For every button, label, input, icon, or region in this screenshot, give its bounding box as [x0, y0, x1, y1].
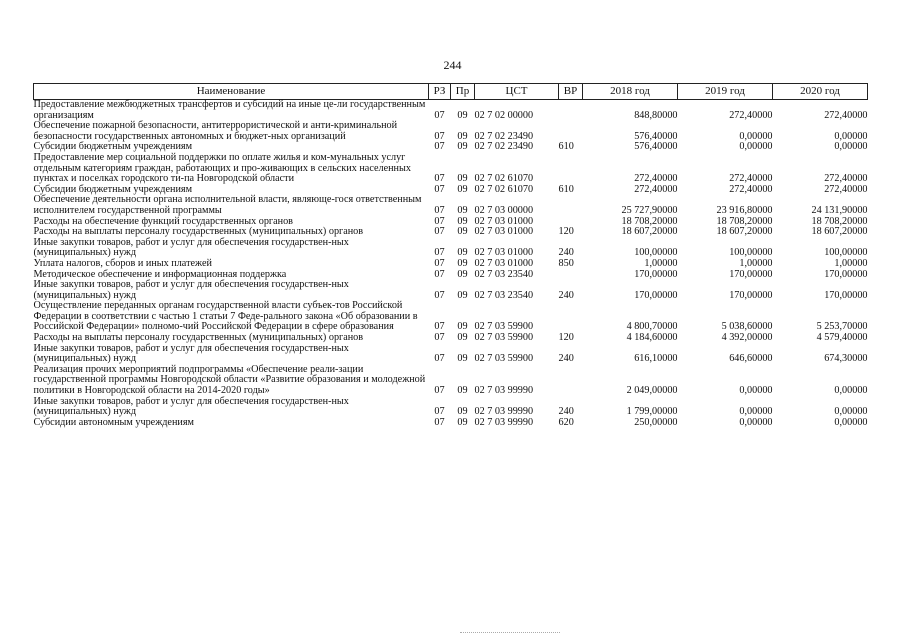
table-body — [34, 100, 868, 429]
cell-2019: 100,00000 — [729, 247, 773, 259]
cell-cst: 02 7 03 01000 — [474, 257, 534, 269]
cell-2018: 4 800,70000 — [626, 321, 678, 333]
cell-cst: 02 7 03 23540 — [474, 289, 534, 301]
cell-cst: 02 7 02 00000 — [474, 109, 534, 121]
cell-2020: 24 131,90000 — [811, 204, 868, 216]
table-row — [34, 397, 868, 418]
cell-2018: 170,00000 — [634, 289, 678, 301]
cell-rz: 07 — [434, 268, 445, 280]
cell-2020: 170,00000 — [824, 268, 868, 280]
cell-name: Осуществление переданных органам государственной власти субъек-тов Российской Федерации в соответствии с частью 1 статьи 7 Феде-рального закона «Об образовании в Российской Федерации» полномо-чий Российской Федерации в сфере образования — [33, 300, 418, 333]
table-row — [34, 259, 868, 270]
table-row — [34, 100, 868, 122]
cell-name: Расходы на выплаты персоналу государственных (муниципальных) органов — [33, 226, 364, 238]
cell-pr: 09 — [457, 289, 468, 301]
cell-rz: 07 — [434, 353, 445, 365]
cell-vr — [559, 301, 583, 333]
cell-name: Субсидии бюджетным учреждениям — [33, 183, 193, 195]
cell-2019: 0,00000 — [739, 141, 773, 153]
table-row — [34, 301, 868, 333]
cell-cst: 02 7 02 61070 — [474, 173, 534, 185]
cell-vr: 620 — [558, 416, 574, 428]
cell-pr: 09 — [457, 321, 468, 333]
cell-pr: 09 — [457, 385, 468, 397]
cell-name: Субсидии бюджетным учреждениям — [33, 141, 193, 153]
cell-vr: 850 — [558, 257, 574, 269]
cell-2019: 4 392,00000 — [721, 332, 773, 344]
cell-2019: 272,40000 — [729, 109, 773, 121]
table-row — [34, 195, 868, 216]
cell-name: Обеспечение пожарной безопасности, антитеррористической и анти-криминальной безопасности государственных автономных и бюджет-ных организаций — [33, 120, 398, 142]
cell-name: Иные закупки товаров, работ и услуг для обеспечения государствен-ных (муниципальных) нужд — [33, 279, 349, 301]
cell-vr — [559, 195, 583, 216]
cell-2018: 170,00000 — [634, 268, 678, 280]
cell-2020: 0,00000 — [834, 385, 868, 397]
cell-pr: 09 — [457, 332, 468, 344]
header-name: Наименование — [34, 84, 429, 100]
table-header-row — [34, 84, 868, 100]
cell-2019: 18 607,20000 — [716, 226, 773, 238]
header-pr: Пр — [451, 84, 475, 100]
cell-2020: 18 708,20000 — [811, 215, 868, 227]
table-row — [34, 280, 868, 301]
cell-cst: 02 7 03 99990 — [474, 416, 534, 428]
cell-cst: 02 7 03 59900 — [474, 321, 534, 333]
cell-2020: 272,40000 — [824, 183, 868, 195]
cell-pr: 09 — [457, 215, 468, 227]
cell-2019: 1,00000 — [739, 257, 773, 269]
cell-rz: 07 — [434, 141, 445, 153]
table-row — [34, 344, 868, 365]
cell-2019: 170,00000 — [729, 268, 773, 280]
cell-rz: 07 — [434, 247, 445, 259]
cell-name: Предоставление мер социальной поддержки по оплате жилья и ком-мунальных услуг отдельным категориям граждан, работающих и про-живающих в сельских населенных пунктах и поселках городского ти-па Новгородской области — [33, 151, 411, 185]
cell-rz: 07 — [434, 183, 445, 195]
cell-rz: 07 — [434, 289, 445, 301]
cell-2020: 0,00000 — [834, 130, 868, 142]
cell-rz: 07 — [434, 416, 445, 428]
cell-rz: 07 — [434, 109, 445, 121]
cell-2020: 170,00000 — [824, 289, 868, 301]
cell-rz: 07 — [434, 385, 445, 397]
cell-2019: 0,00000 — [739, 406, 773, 418]
cell-name: Субсидии автономным учреждениям — [33, 416, 194, 428]
cell-2020: 18 607,20000 — [811, 226, 868, 238]
cell-cst: 02 7 03 99990 — [474, 385, 534, 397]
cell-2019: 646,60000 — [729, 353, 773, 365]
cell-2020: 0,00000 — [834, 416, 868, 428]
cell-vr: 610 — [558, 141, 574, 153]
page-number: 244 — [443, 58, 462, 72]
table-row — [34, 365, 868, 397]
cell-2020: 100,00000 — [824, 247, 868, 259]
cell-2019: 18 708,20000 — [716, 215, 773, 227]
cell-pr: 09 — [457, 109, 468, 121]
cell-2018: 100,00000 — [634, 247, 678, 259]
cell-2018: 1,00000 — [644, 257, 678, 269]
budget-table — [33, 83, 868, 428]
page-bottom-marks — [460, 632, 560, 635]
cell-cst: 02 7 02 23490 — [474, 141, 534, 153]
cell-cst: 02 7 03 00000 — [474, 204, 534, 216]
cell-2020: 674,30000 — [824, 353, 868, 365]
table-row — [34, 418, 868, 429]
cell-vr: 120 — [558, 226, 574, 238]
cell-name: Иные закупки товаров, работ и услуг для обеспечения государствен-ных (муниципальных) нужд — [33, 236, 349, 259]
cell-pr: 09 — [457, 268, 468, 280]
cell-cst: 02 7 02 23490 — [474, 130, 534, 142]
cell-vr — [559, 121, 583, 142]
cell-vr: 120 — [558, 332, 574, 344]
cell-2019: 23 916,80000 — [716, 204, 773, 216]
cell-name: Иные закупки товаров, работ и услуг для обеспечения государствен-ных (муниципальных) нужд — [33, 395, 349, 418]
cell-name: Обеспечение деятельности органа исполнительной власти, являюще-гося ответственным исполнителем государственной программы — [33, 194, 422, 216]
cell-2019: 170,00000 — [729, 289, 773, 301]
header-2020: 2020 год — [773, 84, 868, 100]
cell-2019: 0,00000 — [739, 130, 773, 142]
cell-rz: 07 — [434, 173, 445, 185]
cell-pr: 09 — [457, 416, 468, 428]
cell-2020: 272,40000 — [824, 109, 868, 121]
cell-2020: 4 579,40000 — [816, 332, 868, 344]
cell-rz: 07 — [434, 257, 445, 269]
cell-vr: 240 — [558, 247, 574, 259]
header-2019: 2019 год — [678, 84, 773, 100]
cell-cst: 02 7 03 23540 — [474, 268, 534, 280]
header-vr: ВР — [559, 84, 583, 100]
cell-2020: 5 253,70000 — [816, 321, 868, 333]
cell-name: Иные закупки товаров, работ и услуг для обеспечения государствен-ных (муниципальных) нужд — [33, 342, 349, 365]
cell-2020: 0,00000 — [834, 141, 868, 153]
header-rz: РЗ — [429, 84, 451, 100]
cell-rz: 07 — [434, 332, 445, 344]
cell-vr — [559, 270, 583, 281]
cell-2019: 0,00000 — [739, 416, 773, 428]
cell-pr: 09 — [457, 353, 468, 365]
cell-2018: 576,40000 — [634, 141, 678, 153]
cell-2019: 0,00000 — [739, 385, 773, 397]
cell-rz: 07 — [434, 204, 445, 216]
cell-cst: 02 7 03 01000 — [474, 226, 534, 238]
cell-2019: 272,40000 — [729, 173, 773, 185]
cell-rz: 07 — [434, 321, 445, 333]
cell-pr: 09 — [457, 257, 468, 269]
cell-2018: 616,10000 — [634, 353, 678, 365]
cell-2018: 576,40000 — [634, 130, 678, 142]
cell-2019: 272,40000 — [729, 183, 773, 195]
cell-pr: 09 — [457, 141, 468, 153]
cell-rz: 07 — [434, 226, 445, 238]
cell-cst: 02 7 03 01000 — [474, 247, 534, 259]
cell-2018: 272,40000 — [634, 183, 678, 195]
cell-vr — [559, 153, 583, 185]
cell-cst: 02 7 03 59900 — [474, 332, 534, 344]
cell-pr: 09 — [457, 226, 468, 238]
cell-cst: 02 7 02 61070 — [474, 183, 534, 195]
table-row — [34, 121, 868, 142]
cell-2020: 272,40000 — [824, 173, 868, 185]
cell-2018: 1 799,00000 — [626, 406, 678, 418]
cell-name: Методическое обеспечение и информационная поддержка — [33, 268, 287, 280]
cell-2020: 0,00000 — [834, 406, 868, 418]
cell-pr: 09 — [457, 173, 468, 185]
cell-rz: 07 — [434, 406, 445, 418]
cell-name: Реализация прочих мероприятий подпрограммы «Обеспечение реали-зации государственной программы Новгородской области «Развитие образования и молодежной политики в Новгородской области на 2014-2020 годы» — [33, 363, 426, 397]
cell-cst: 02 7 03 01000 — [474, 215, 534, 227]
table-row — [34, 153, 868, 185]
table-row — [34, 238, 868, 259]
cell-2018: 2 049,00000 — [626, 385, 678, 397]
header-2018: 2018 год — [583, 84, 678, 100]
cell-cst: 02 7 03 99990 — [474, 406, 534, 418]
cell-2020: 1,00000 — [834, 257, 868, 269]
cell-vr — [559, 365, 583, 397]
cell-rz: 07 — [434, 130, 445, 142]
cell-pr: 09 — [457, 183, 468, 195]
cell-name: Предоставление межбюджетных трансфертов и субсидий на иные це-ли государственным организациям — [33, 99, 426, 121]
cell-name: Расходы на обеспечение функций государственных органов — [33, 215, 293, 227]
cell-pr: 09 — [457, 247, 468, 259]
cell-2019: 5 038,60000 — [721, 321, 773, 333]
cell-cst: 02 7 03 59900 — [474, 353, 534, 365]
header-cst: ЦСТ — [475, 84, 559, 100]
cell-pr: 09 — [457, 130, 468, 142]
cell-2018: 25 727,90000 — [621, 204, 678, 216]
cell-vr: 240 — [558, 406, 574, 418]
cell-2018: 4 184,60000 — [626, 332, 678, 344]
cell-name: Уплата налогов, сборов и иных платежей — [33, 257, 212, 269]
cell-name: Расходы на выплаты персоналу государственных (муниципальных) органов — [33, 332, 364, 344]
cell-vr: 240 — [558, 353, 574, 365]
cell-rz: 07 — [434, 215, 445, 227]
cell-2018: 18 607,20000 — [621, 226, 678, 238]
cell-2018: 272,40000 — [634, 173, 678, 185]
cell-2018: 848,80000 — [634, 109, 678, 121]
cell-vr: 610 — [558, 183, 574, 195]
cell-2018: 18 708,20000 — [621, 215, 678, 227]
cell-2018: 250,00000 — [634, 416, 678, 428]
cell-pr: 09 — [457, 406, 468, 418]
cell-vr — [559, 100, 583, 122]
cell-vr: 240 — [558, 289, 574, 301]
cell-pr: 09 — [457, 204, 468, 216]
